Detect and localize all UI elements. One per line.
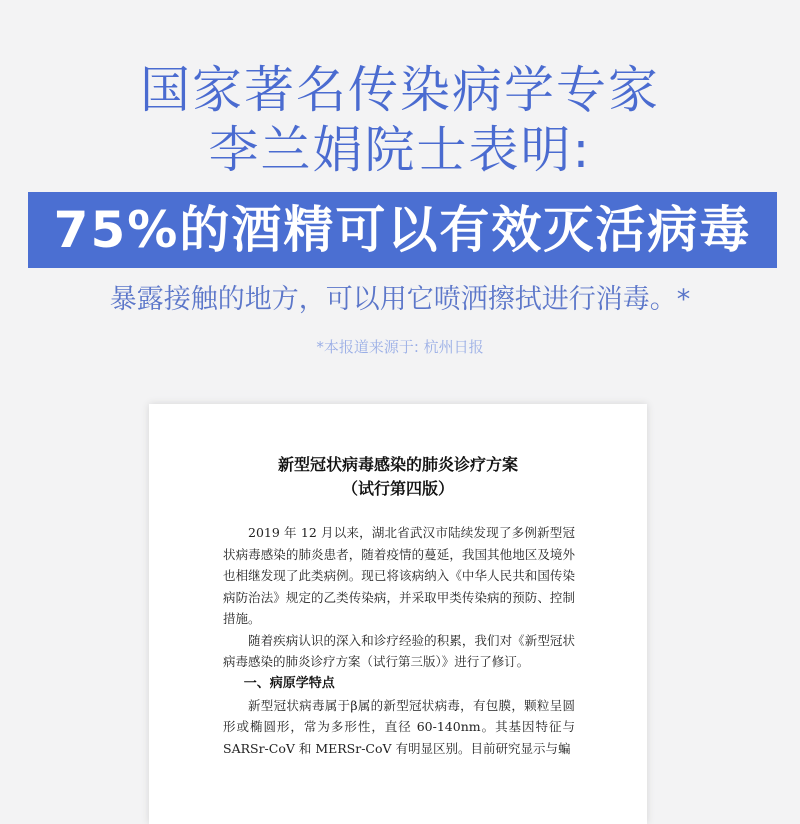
source-note: *本报道来源于: 杭州日报 xyxy=(316,338,484,356)
document-paragraph-3: 新型冠状病毒属于β属的新型冠状病毒，有包膜，颗粒呈圆形或椭圆形，常为多形性，直径 60-140nm。其基因特征与 SARSr-CoV 和 MERSr-CoV 有明显区别。目前研究显示与蝙 xyxy=(223,697,575,756)
document-section-heading: 一、病原学特点 xyxy=(243,675,335,691)
highlight-banner xyxy=(28,192,777,268)
banner-text: 75%的酒精可以有效灭活病毒 xyxy=(53,201,752,259)
document-body xyxy=(223,522,575,759)
document-page xyxy=(149,404,647,824)
document-title: 新型冠状病毒感染的肺炎诊疗方案 xyxy=(277,455,518,474)
document-paragraph-1: 2019 年 12 月以来，湖北省武汉市陆续发现了多例新型冠状病毒感染的肺炎患者，随着疫情的蔓延，我国其他地区及境外也相继发现了此类病例。现已将该病纳入《中华人民共和国传染病防治法》规定的乙类传染病，并采取甲类传染病的预防、控制措施。 xyxy=(223,525,575,626)
subline-text: 暴露接触的地方，可以用它喷洒擦拭进行消毒。* xyxy=(109,284,691,315)
document-paragraph-2: 随着疾病认识的深入和诊疗经验的积累，我们对《新型冠状病毒感染的肺炎诊疗方案（试行第三版）》进行了修订。 xyxy=(223,632,575,669)
headline-line-2: 李兰娟院士表明: xyxy=(208,121,592,179)
headline-line-1: 国家著名传染病学专家 xyxy=(140,61,660,119)
document-subtitle: （试行第四版） xyxy=(341,479,454,498)
